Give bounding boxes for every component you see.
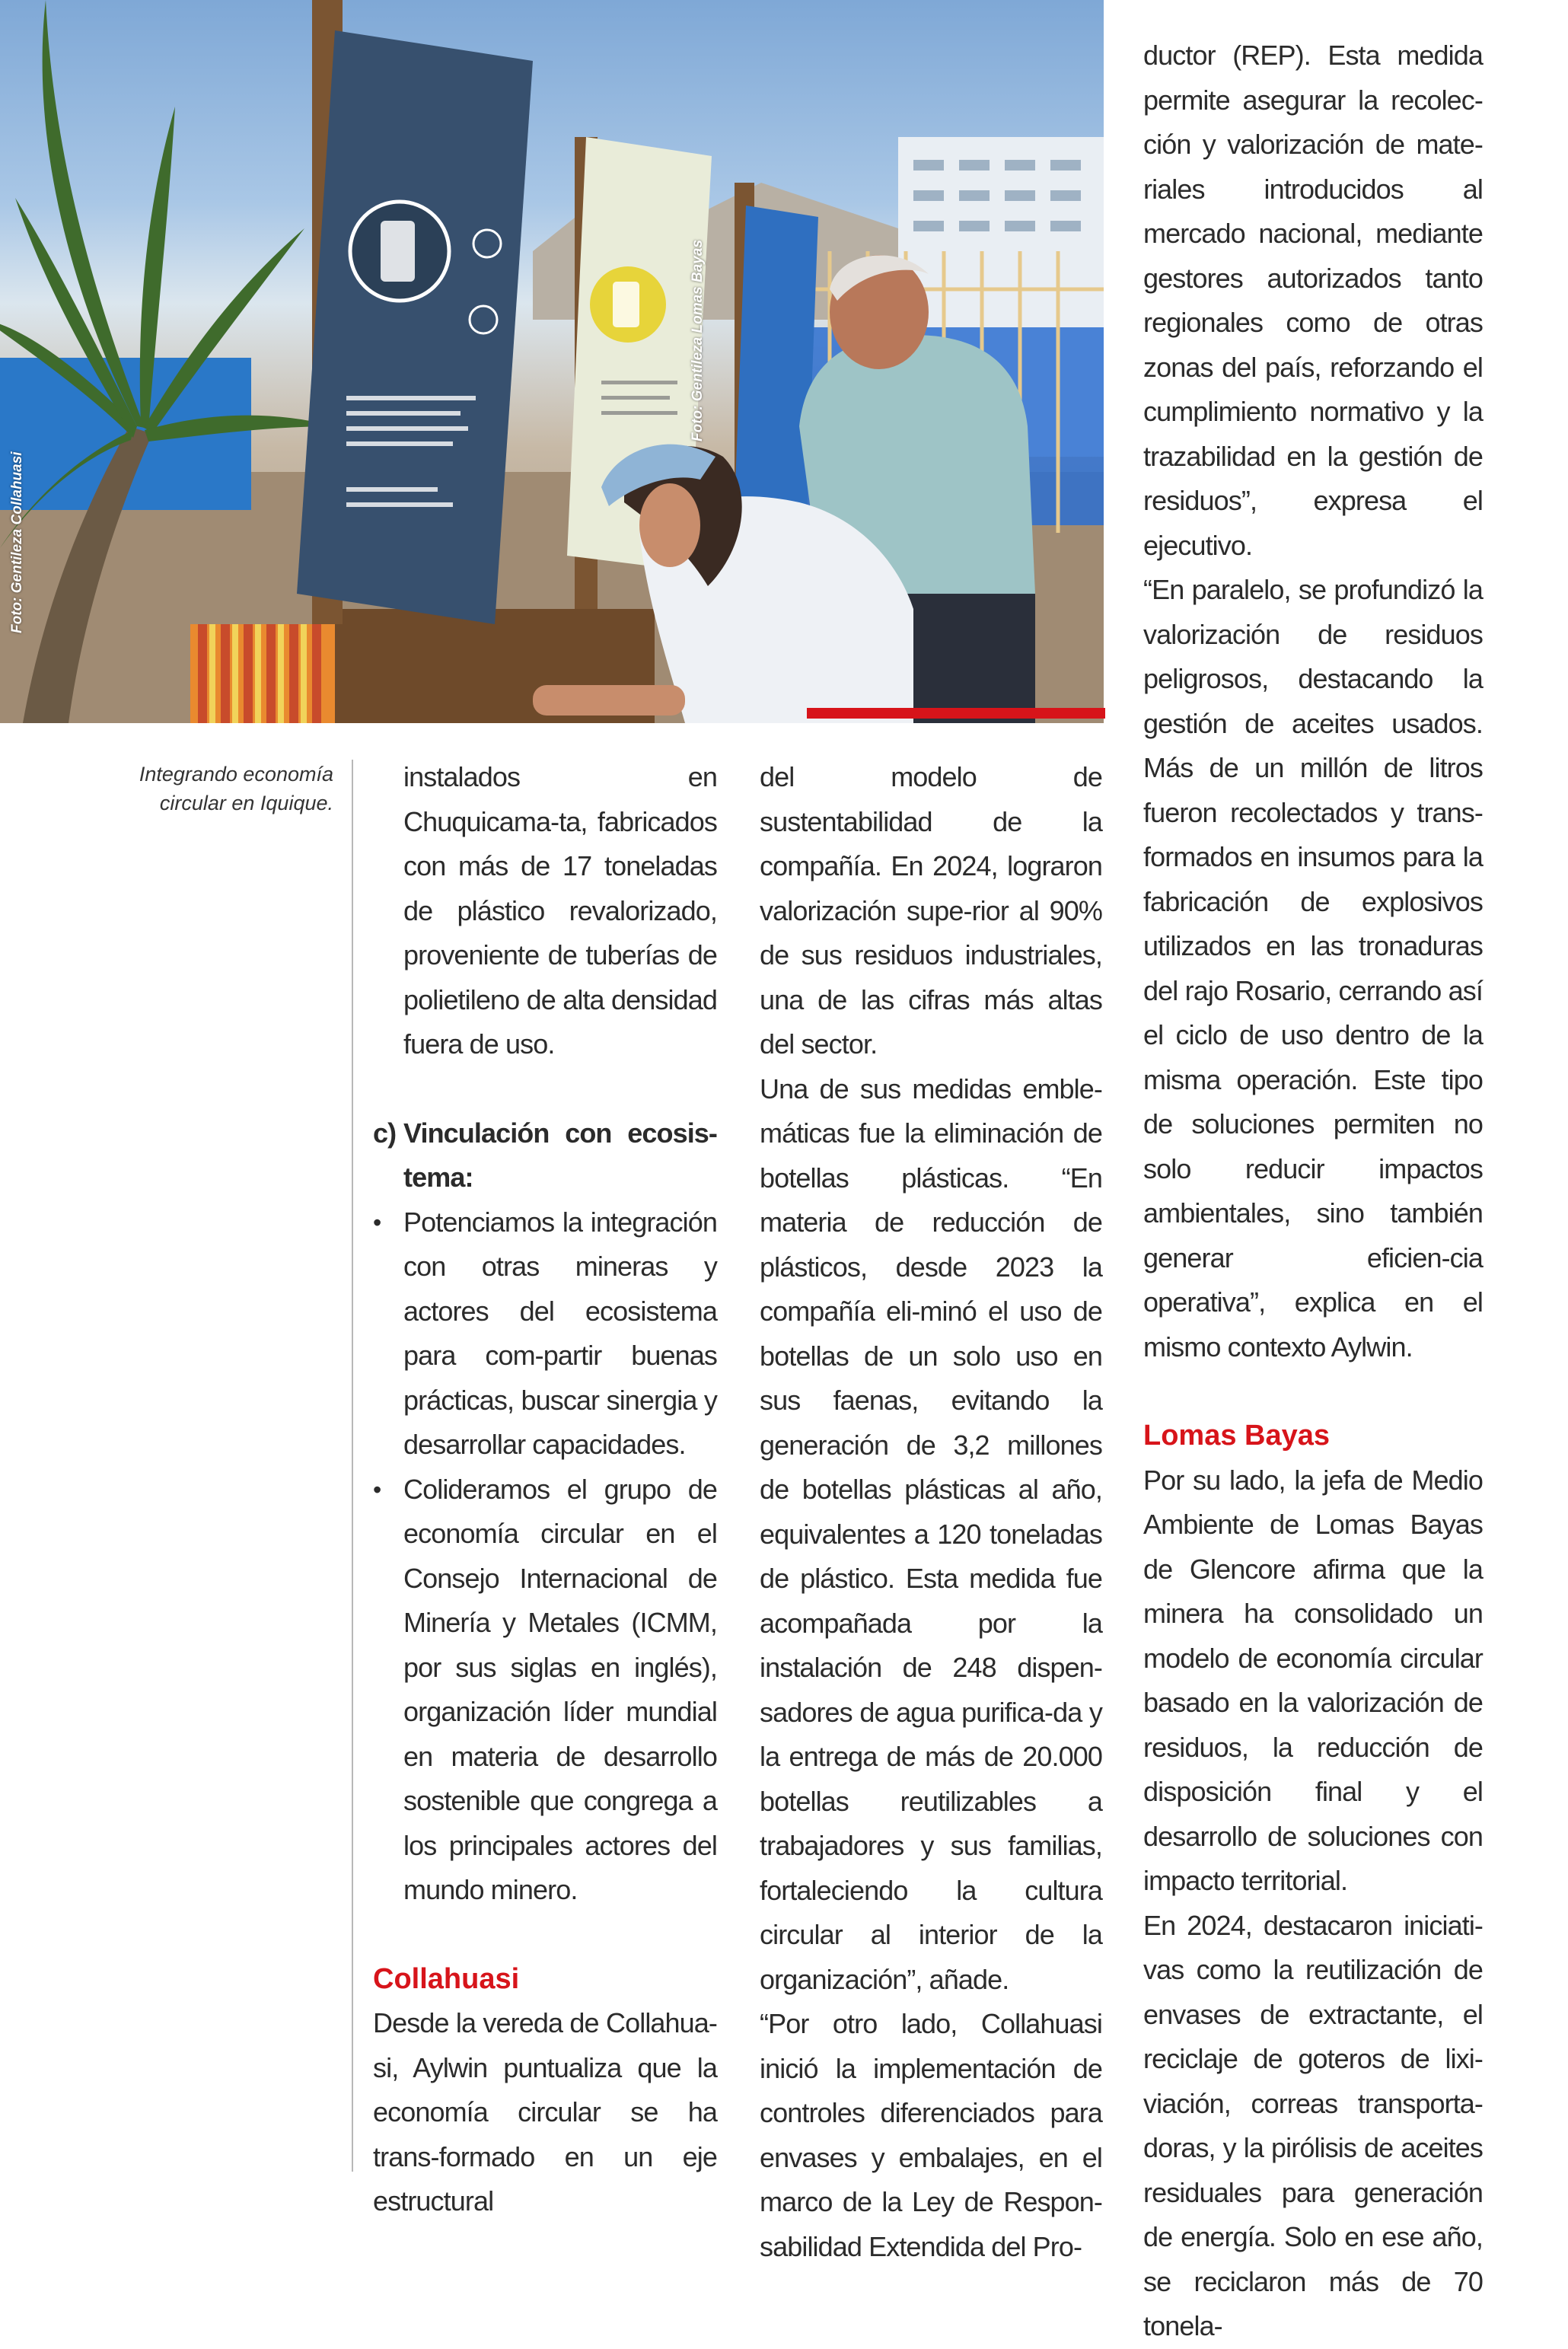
photo-illustration (0, 0, 1104, 723)
text-column-2 (760, 755, 1102, 2269)
section-title-collahuasi: Collahuasi (373, 1962, 520, 1995)
list-item (373, 1468, 717, 1913)
photo-credit-lomas-bayas: Foto: Gentileza Lomas Bayas (690, 239, 706, 441)
subheading-ecosystem (373, 1111, 717, 1200)
paragraph: “En paralelo, se profundizó la valorización de residuos peligrosos, destacando la gestión de aceites usados. Más de un millón de litros fueron recolectados y trans-formados en insumos para la fabricación de explosivos utilizados en las tronaduras del rajo Rosario, cerrando así el ciclo de uso dentro de la misma operación. Este tipo de soluciones permiten no solo reducir impactos ambientales, sino también generar eficien-cia operativa”, explica en el mismo contexto Aylwin. (1143, 574, 1483, 1363)
bullet-list (373, 1200, 717, 1913)
list-item (373, 1200, 717, 1468)
paragraph: del modelo de sustentabilidad de la compañía. En 2024, lograron valorización supe-rior al 90% de sus residuos industriales, una de las cifras más altas del sector. (760, 761, 1102, 1060)
subheading-text: Vinculación con ecosis-tema: (403, 1117, 717, 1193)
photo-credit-collahuasi: Foto: Gentileza Collahuasi (9, 451, 25, 633)
text-column-1 (373, 755, 717, 2224)
red-accent-rule (807, 708, 1105, 719)
subheading-letter: c) (373, 1117, 397, 1149)
paragraph: instalados en Chuquicama-ta, fabricados con más de 17 toneladas de plástico revalorizado, proveniente de tuberías de polietileno de alta densidad fuera de uso. (403, 761, 717, 1060)
list-item-text: Colideramos el grupo de economía circular en el Consejo Internacional de Minería y Metales (ICMM, por sus siglas en inglés), organización líder mundial en materia de desarrollo sostenible que congrega a los principales actores del mundo minero. (403, 1473, 717, 1905)
paragraph: En 2024, destacaron iniciati-vas como la reutilización de envases de extractante, el reciclaje de goteros de lixi-viación, correas transporta-doras, y la pirólisis de aceites residuales para generación de energía. Solo en ese año, se reciclaron más de 70 tonela- (1143, 1909, 1483, 2341)
paragraph: Una de sus medidas emble-máticas fue la eliminación de botellas plásticas. “En materia de reducción de plásticos, desde 2023 la compañía eli-minó el uso de botellas de un solo uso en sus faenas, evitando la generación de 3,2 millones de botellas plásticas al año, equivalentes a 120 toneladas de plástico. Esta medida fue acompañada por la instalación de 248 dispen-sadores de agua purifica-da y la entrega de más de 20.000 botellas reutilizables a trabajadores y sus familias, fortaleciendo la cultura circular al interior de la organización”, añade. (760, 1073, 1102, 1995)
bullet-icon: • (373, 1475, 381, 1503)
section-title-lomas-bayas: Lomas Bayas (1143, 1420, 1331, 1452)
text-column-3 (1143, 33, 1483, 2349)
recycling-sign-main (297, 30, 533, 624)
bullet-icon: • (373, 1208, 381, 1236)
paragraph: ductor (REP). Esta medida permite asegurar la recolec-ción y valorización de mate-riales introducidos al mercado nacional, mediante gestores autorizados tanto regionales como de otras zonas del país, reforzando el cumplimiento normativo y la trazabilidad en la gestión de residuos”, expresa el ejecutivo. (1143, 40, 1483, 561)
recycling-photo (0, 0, 1104, 723)
paragraph: Por su lado, la jefa de Medio Ambiente de Lomas Bayas de Glencore afirma que la minera ha consolidado un modelo de economía circular basado en la valorización de residuos, la reducción de disposición final y el desarrollo de soluciones con impacto territorial. (1143, 1464, 1483, 1896)
list-item-text: Potenciamos la integración con otras mineras y actores del ecosistema para com-partir buenas prácticas, buscar sinergia y desarrollar capacidades. (403, 1206, 717, 1460)
paragraph: “Por otro lado, Collahuasi inició la implementación de controles diferenciados para envases y embalajes, en el marco de la Ley de Respon-sabilidad Extendida del Pro- (760, 2008, 1102, 2262)
photo-caption: Integrando economía circular en Iquique. (139, 763, 333, 814)
caption-divider (352, 760, 353, 2172)
paragraph: Desde la vereda de Collahua-si, Aylwin puntualiza que la economía circular se ha trans-formado en un eje estructural (373, 2007, 717, 2217)
